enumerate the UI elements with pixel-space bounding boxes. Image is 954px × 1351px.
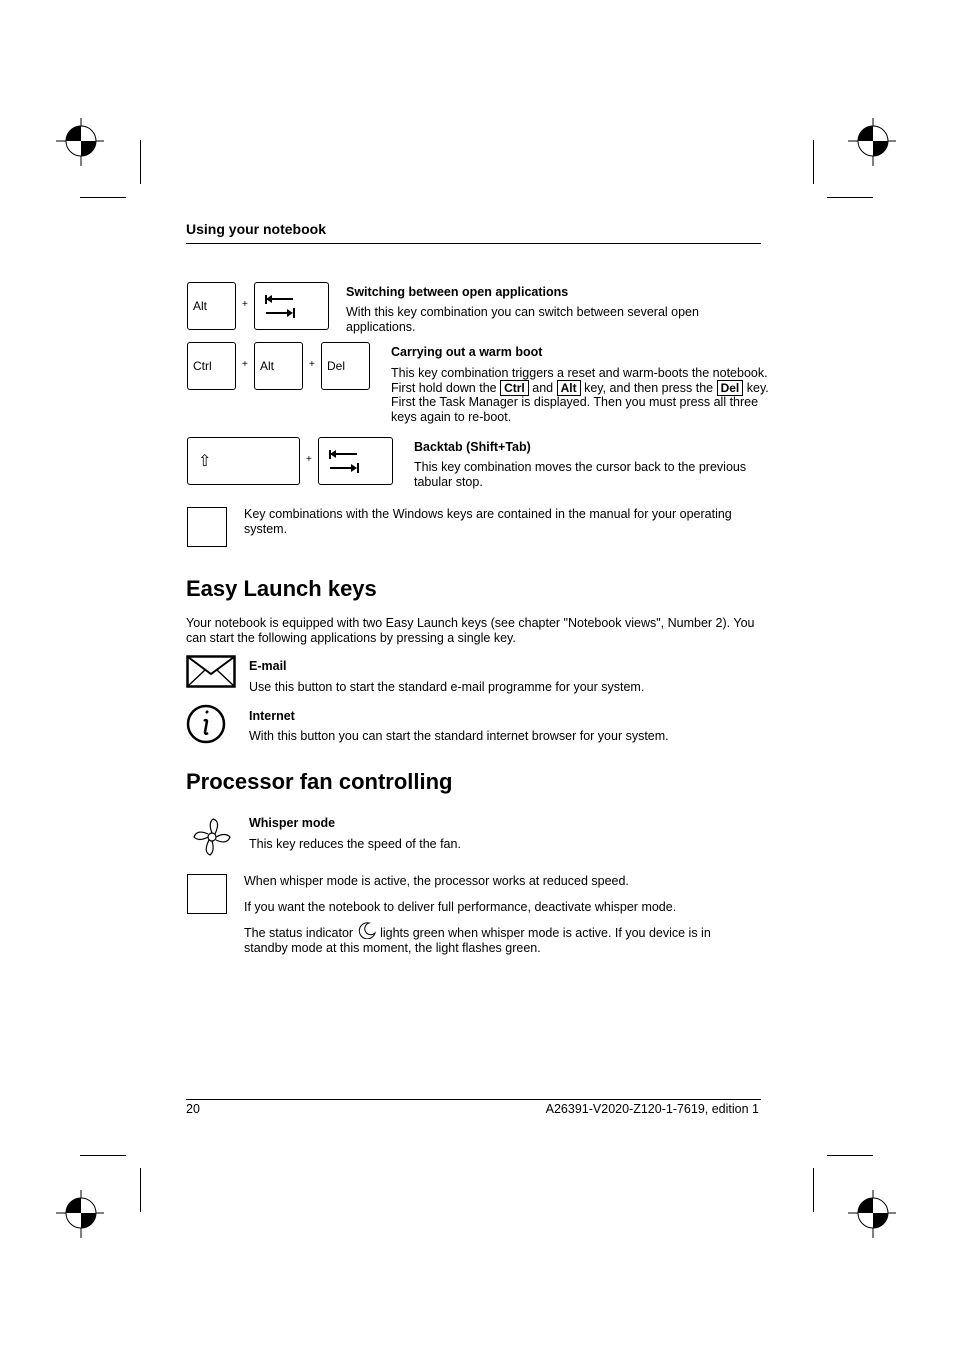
easy-launch-intro: Your notebook is equipped with two Easy Launch keys (see chapter "Notebook views", Number 2). You can start the following applications by pressing a single key.	[186, 616, 755, 645]
tab-arrows-icon	[327, 447, 361, 477]
key-ctrl: Ctrl	[187, 342, 236, 390]
shortcut-description: This key combination triggers a reset and warm-boots the notebook. First hold down the Ctrl and Alt key, and then press the Del key. First the Task Manager is displayed. Then you must press all three keys again to re-boot.	[391, 366, 769, 424]
section-heading-easy-launch: Easy Launch keys	[186, 576, 377, 601]
tab-arrows-icon	[263, 292, 297, 322]
crop-line	[827, 1155, 873, 1156]
plus-sign: +	[242, 299, 248, 310]
key-tab	[318, 437, 393, 485]
internet-title: Internet	[249, 709, 295, 723]
crop-line	[140, 140, 141, 184]
whisper-mode-title: Whisper mode	[249, 816, 336, 830]
fan-note-paragraph-1: When whisper mode is active, the processor works at reduced speed.	[244, 874, 629, 888]
email-icon	[186, 655, 236, 688]
crop-line	[80, 197, 126, 198]
fan-note-paragraph-2: If you want the notebook to deliver full performance, deactivate whisper mode.	[244, 900, 677, 914]
inline-key-ctrl: Ctrl	[500, 380, 529, 396]
crop-line	[827, 197, 873, 198]
email-description: Use this button to start the standard e-mail programme for your system.	[249, 680, 645, 694]
moon-indicator-icon	[357, 921, 377, 939]
shortcut-title: Backtab (Shift+Tab)	[414, 440, 531, 454]
key-shift: ⇧	[187, 437, 300, 485]
plus-sign: +	[306, 454, 312, 465]
fan-note-paragraph-3: The status indicator lights green when whisper mode is active. If you device is in standby mode at this moment, the light flashes green.	[244, 921, 744, 955]
inline-key-del: Del	[717, 380, 744, 396]
internet-description: With this button you can start the standard internet browser for your system.	[249, 729, 669, 743]
crop-line	[813, 1168, 814, 1212]
page-number: 20	[186, 1102, 200, 1116]
crop-line	[80, 1155, 126, 1156]
header-rule	[186, 243, 761, 244]
registration-mark-bottom-left	[56, 1190, 106, 1240]
key-alt: Alt	[254, 342, 303, 390]
note-icon	[187, 874, 227, 914]
key-alt: Alt	[187, 282, 236, 330]
shortcut-title: Carrying out a warm boot	[391, 345, 543, 359]
section-heading-fan: Processor fan controlling	[186, 769, 453, 794]
email-title: E-mail	[249, 659, 287, 673]
inline-key-alt: Alt	[557, 380, 581, 396]
registration-mark-bottom-right	[848, 1190, 898, 1240]
key-tab	[254, 282, 329, 330]
shortcut-description: This key combination moves the cursor back to the previous tabular stop.	[414, 460, 747, 489]
page-header-title: Using your notebook	[186, 221, 326, 237]
note-text: Key combinations with the Windows keys are contained in the manual for your operating system.	[244, 507, 732, 536]
shortcut-title: Switching between open applications	[346, 285, 569, 299]
registration-mark-top-right	[848, 118, 898, 168]
registration-mark-top-left	[56, 118, 106, 168]
internet-icon	[186, 704, 226, 744]
plus-sign: +	[309, 359, 315, 370]
key-del: Del	[321, 342, 370, 390]
whisper-mode-description: This key reduces the speed of the fan.	[249, 837, 461, 851]
shortcut-description: With this key combination you can switch between several open applications.	[346, 305, 699, 334]
plus-sign: +	[242, 359, 248, 370]
fan-icon	[191, 817, 233, 857]
document-id: A26391-V2020-Z120-1-7619, edition 1	[545, 1102, 759, 1116]
footer-rule	[186, 1099, 761, 1100]
crop-line	[140, 1168, 141, 1212]
crop-line	[813, 140, 814, 184]
note-icon	[187, 507, 227, 547]
